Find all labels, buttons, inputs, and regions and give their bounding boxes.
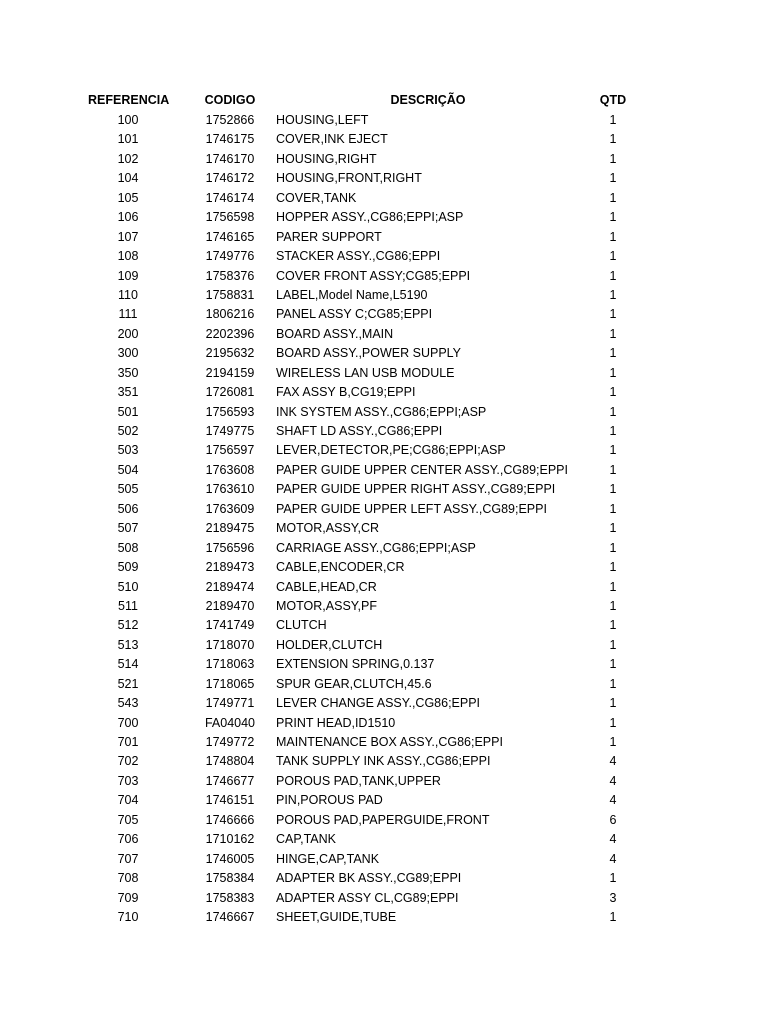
cell-referencia: 101 (117, 132, 139, 147)
cell-qtd: 1 (609, 443, 617, 458)
cell-descricao: MAINTENANCE BOX ASSY.,CG86;EPPI (276, 735, 503, 749)
table-row (0, 752, 768, 771)
cell-codigo: 1763608 (205, 462, 255, 477)
cell-referencia: 504 (117, 462, 139, 477)
cell-descricao: CABLE,HEAD,CR (276, 579, 377, 594)
cell-qtd: 1 (609, 268, 617, 283)
cell-descricao: LEVER CHANGE ASSY.,CG86;EPPI (276, 696, 481, 711)
cell-descricao: EXTENSION SPRING,0.137 (276, 657, 435, 672)
cell-qtd: 1 (609, 229, 617, 244)
table-row (0, 830, 768, 849)
cell-qtd: 1 (609, 715, 617, 730)
cell-referencia: 707 (117, 851, 139, 866)
cell-codigo: 1756593 (205, 404, 255, 419)
cell-descricao: TANK SUPPLY INK ASSY.,CG86;EPPI (276, 754, 491, 769)
cell-descricao: COVER,TANK (276, 190, 357, 205)
cell-qtd: 4 (609, 793, 617, 808)
cell-codigo: 1746677 (205, 773, 255, 788)
cell-descricao: WIRELESS LAN USB MODULE (276, 365, 455, 380)
table-row (0, 772, 768, 791)
table-row (0, 636, 768, 655)
cell-qtd: 1 (609, 501, 617, 516)
cell-qtd: 1 (609, 696, 617, 711)
cell-referencia: 704 (117, 793, 139, 808)
cell-qtd: 1 (609, 171, 617, 186)
cell-referencia: 300 (117, 346, 139, 361)
cell-codigo: 2189475 (205, 521, 255, 536)
cell-referencia: 512 (117, 618, 139, 633)
cell-descricao: HOUSING,FRONT,RIGHT (276, 171, 422, 186)
cell-codigo: 1756597 (205, 443, 255, 458)
cell-descricao: LEVER,DETECTOR,PE;CG86;EPPI;ASP (276, 443, 506, 458)
cell-referencia: 505 (117, 482, 139, 497)
table-row (0, 247, 768, 266)
table-row (0, 597, 768, 616)
cell-codigo: 1763609 (205, 501, 255, 516)
cell-referencia: 509 (117, 560, 139, 575)
cell-codigo: 1746170 (205, 151, 255, 166)
table-row (0, 811, 768, 830)
table-row (0, 850, 768, 869)
cell-codigo: 1756598 (205, 210, 255, 225)
table-row (0, 228, 768, 247)
cell-referencia: 503 (117, 443, 139, 458)
cell-qtd: 1 (609, 909, 617, 924)
table-row (0, 130, 768, 149)
cell-codigo: 1718065 (205, 676, 255, 691)
cell-codigo: 1741749 (205, 618, 255, 633)
table-row (0, 908, 768, 927)
cell-qtd: 4 (609, 832, 617, 847)
cell-descricao: CLUTCH (276, 618, 327, 633)
parts-table-body (0, 111, 768, 927)
cell-codigo: 1763610 (205, 482, 255, 497)
cell-descricao: SPUR GEAR,CLUTCH,45.6 (276, 676, 432, 691)
cell-descricao: PAPER GUIDE UPPER CENTER ASSY.,CG89;EPPI (276, 462, 568, 477)
cell-referencia: 100 (117, 113, 139, 127)
table-row (0, 208, 768, 227)
cell-referencia: 708 (117, 871, 139, 886)
cell-descricao: HOUSING,LEFT (276, 113, 369, 127)
cell-descricao: INK SYSTEM ASSY.,CG86;EPPI;ASP (276, 404, 487, 419)
cell-qtd: 1 (609, 676, 617, 691)
table-row (0, 480, 768, 499)
cell-referencia: 200 (117, 326, 139, 341)
header-codigo: CODIGO (204, 93, 256, 107)
table-row (0, 189, 768, 208)
table-row (0, 694, 768, 713)
cell-descricao: ADAPTER BK ASSY.,CG89;EPPI (276, 871, 462, 886)
table-row (0, 422, 768, 441)
cell-codigo: 2189470 (205, 598, 255, 613)
cell-descricao: HOUSING,RIGHT (276, 151, 377, 166)
cell-qtd: 1 (609, 385, 617, 400)
cell-referencia: 703 (117, 773, 139, 788)
cell-descricao: HINGE,CAP,TANK (276, 851, 380, 866)
cell-qtd: 1 (609, 637, 617, 652)
cell-qtd: 1 (609, 735, 617, 749)
cell-qtd: 1 (609, 560, 617, 575)
table-row (0, 403, 768, 422)
cell-descricao: PANEL ASSY C;CG85;EPPI (276, 307, 433, 322)
cell-referencia: 543 (117, 696, 139, 711)
cell-qtd: 1 (609, 404, 617, 419)
cell-descricao: BOARD ASSY.,POWER SUPPLY (276, 346, 462, 361)
table-row (0, 325, 768, 344)
cell-codigo: 1756596 (205, 540, 255, 555)
cell-codigo: 1746666 (205, 812, 255, 827)
cell-descricao: PAPER GUIDE UPPER RIGHT ASSY.,CG89;EPPI (276, 482, 556, 497)
table-row (0, 364, 768, 383)
cell-qtd: 1 (609, 307, 617, 322)
cell-codigo: 1746174 (205, 190, 255, 205)
cell-qtd: 4 (609, 851, 617, 866)
cell-referencia: 111 (118, 307, 138, 322)
cell-qtd: 1 (609, 579, 617, 594)
header-qtd: QTD (599, 93, 627, 107)
cell-referencia: 350 (117, 365, 139, 380)
cell-codigo: 1749771 (205, 696, 255, 711)
cell-referencia: 702 (117, 754, 139, 769)
cell-descricao: SHAFT LD ASSY.,CG86;EPPI (276, 424, 443, 438)
cell-descricao: MOTOR,ASSY,PF (276, 598, 377, 613)
table-row (0, 111, 768, 130)
cell-codigo: 1746667 (205, 909, 255, 924)
cell-codigo: 1758376 (205, 268, 255, 283)
cell-descricao: ADAPTER ASSY CL,CG89;EPPI (276, 890, 459, 905)
cell-referencia: 501 (117, 404, 139, 419)
table-row (0, 500, 768, 519)
cell-codigo: 1718063 (205, 657, 255, 672)
cell-qtd: 6 (609, 812, 617, 827)
cell-referencia: 511 (118, 598, 138, 613)
cell-referencia: 106 (117, 210, 139, 225)
table-row (0, 169, 768, 188)
cell-qtd: 1 (609, 618, 617, 633)
table-row (0, 305, 768, 324)
table-row (0, 461, 768, 480)
cell-codigo: 1746175 (205, 132, 255, 147)
cell-referencia: 507 (117, 521, 139, 536)
cell-referencia: 706 (117, 832, 139, 847)
cell-qtd: 1 (609, 151, 617, 166)
cell-referencia: 514 (117, 657, 139, 672)
cell-referencia: 508 (117, 540, 139, 555)
cell-codigo: 1746151 (205, 793, 255, 808)
table-row (0, 655, 768, 674)
cell-codigo: 1746172 (205, 171, 255, 186)
cell-qtd: 1 (609, 540, 617, 555)
cell-qtd: 1 (609, 132, 617, 147)
cell-codigo: 1758383 (205, 890, 255, 905)
table-row (0, 539, 768, 558)
cell-descricao: POROUS PAD,TANK,UPPER (276, 773, 441, 788)
cell-descricao: PRINT HEAD,ID1510 (276, 715, 396, 730)
cell-descricao: CABLE,ENCODER,CR (276, 560, 405, 575)
cell-qtd: 1 (609, 365, 617, 380)
cell-codigo: 1758384 (205, 871, 255, 886)
cell-descricao: FAX ASSY B,CG19;EPPI (276, 385, 416, 400)
cell-codigo: 2202396 (205, 326, 255, 341)
table-row (0, 791, 768, 810)
cell-referencia: 700 (117, 715, 139, 730)
table-row (0, 578, 768, 597)
cell-descricao: CARRIAGE ASSY.,CG86;EPPI;ASP (276, 540, 476, 555)
cell-qtd: 4 (609, 754, 617, 769)
cell-referencia: 102 (117, 151, 139, 166)
cell-qtd: 1 (609, 424, 617, 438)
table-row (0, 889, 768, 908)
cell-referencia: 510 (117, 579, 139, 594)
table-row (0, 519, 768, 538)
cell-qtd: 1 (609, 598, 617, 613)
cell-codigo: 2189473 (205, 560, 255, 575)
header-referencia: REFERENCIA (88, 93, 170, 107)
table-row (0, 714, 768, 733)
cell-codigo: 1749776 (205, 249, 255, 264)
cell-descricao: CAP,TANK (276, 832, 336, 847)
cell-referencia: 105 (117, 190, 139, 205)
cell-qtd: 3 (609, 890, 617, 905)
table-row (0, 150, 768, 169)
table-row (0, 383, 768, 402)
cell-codigo: 1752866 (205, 113, 255, 127)
cell-codigo: 1710162 (205, 832, 255, 847)
table-row (0, 869, 768, 888)
cell-descricao: SHEET,GUIDE,TUBE (276, 909, 397, 924)
cell-qtd: 1 (609, 871, 617, 886)
cell-qtd: 1 (609, 462, 617, 477)
cell-codigo: 1746005 (205, 851, 255, 866)
cell-codigo: 2195632 (205, 346, 255, 361)
cell-codigo: 2189474 (205, 579, 255, 594)
cell-qtd: 4 (609, 773, 617, 788)
cell-qtd: 1 (609, 482, 617, 497)
cell-qtd: 1 (609, 326, 617, 341)
cell-qtd: 1 (609, 521, 617, 536)
cell-referencia: 108 (117, 249, 139, 264)
cell-referencia: 104 (117, 171, 139, 186)
cell-referencia: 710 (117, 909, 139, 924)
table-row (0, 344, 768, 363)
cell-descricao: STACKER ASSY.,CG86;EPPI (276, 249, 441, 264)
cell-qtd: 1 (609, 346, 617, 361)
table-row (0, 286, 768, 305)
cell-codigo: 1726081 (205, 385, 255, 400)
cell-codigo: 1718070 (205, 637, 255, 652)
cell-codigo: FA04040 (204, 715, 256, 730)
cell-referencia: 521 (117, 676, 139, 691)
table-row (0, 267, 768, 286)
cell-qtd: 1 (609, 190, 617, 205)
cell-descricao: PARER SUPPORT (276, 229, 382, 244)
table-row (0, 616, 768, 635)
table-row (0, 441, 768, 460)
cell-qtd: 1 (609, 249, 617, 264)
cell-qtd: 1 (609, 113, 617, 127)
cell-referencia: 109 (117, 268, 139, 283)
cell-referencia: 513 (117, 637, 139, 652)
cell-referencia: 709 (117, 890, 139, 905)
cell-descricao: PIN,POROUS PAD (276, 793, 383, 808)
table-row (0, 558, 768, 577)
cell-descricao: LABEL,Model Name,L5190 (276, 287, 428, 302)
cell-referencia: 110 (118, 287, 138, 302)
table-row (0, 733, 768, 752)
cell-descricao: PAPER GUIDE UPPER LEFT ASSY.,CG89;EPPI (276, 501, 547, 516)
cell-qtd: 1 (609, 287, 617, 302)
cell-codigo: 1806216 (205, 307, 255, 322)
cell-referencia: 506 (117, 501, 139, 516)
header-descricao: DESCRIÇÃO (390, 93, 466, 107)
cell-codigo: 2194159 (205, 365, 255, 380)
table-row (0, 675, 768, 694)
cell-qtd: 1 (609, 657, 617, 672)
cell-descricao: BOARD ASSY.,MAIN (276, 326, 394, 341)
cell-codigo: 1749772 (205, 735, 255, 749)
cell-referencia: 107 (117, 229, 139, 244)
cell-referencia: 701 (117, 735, 139, 749)
cell-referencia: 502 (117, 424, 139, 438)
cell-descricao: MOTOR,ASSY,CR (276, 521, 380, 536)
cell-codigo: 1746165 (205, 229, 255, 244)
cell-referencia: 705 (117, 812, 139, 827)
cell-descricao: HOPPER ASSY.,CG86;EPPI;ASP (276, 210, 464, 225)
cell-codigo: 1748804 (205, 754, 255, 769)
cell-referencia: 351 (117, 385, 139, 400)
cell-descricao: POROUS PAD,PAPERGUIDE,FRONT (276, 812, 490, 827)
cell-codigo: 1758831 (205, 287, 255, 302)
cell-codigo: 1749775 (205, 424, 255, 438)
cell-descricao: COVER FRONT ASSY;CG85;EPPI (276, 268, 471, 283)
cell-descricao: HOLDER,CLUTCH (276, 637, 383, 652)
cell-qtd: 1 (609, 210, 617, 225)
cell-descricao: COVER,INK EJECT (276, 132, 388, 147)
